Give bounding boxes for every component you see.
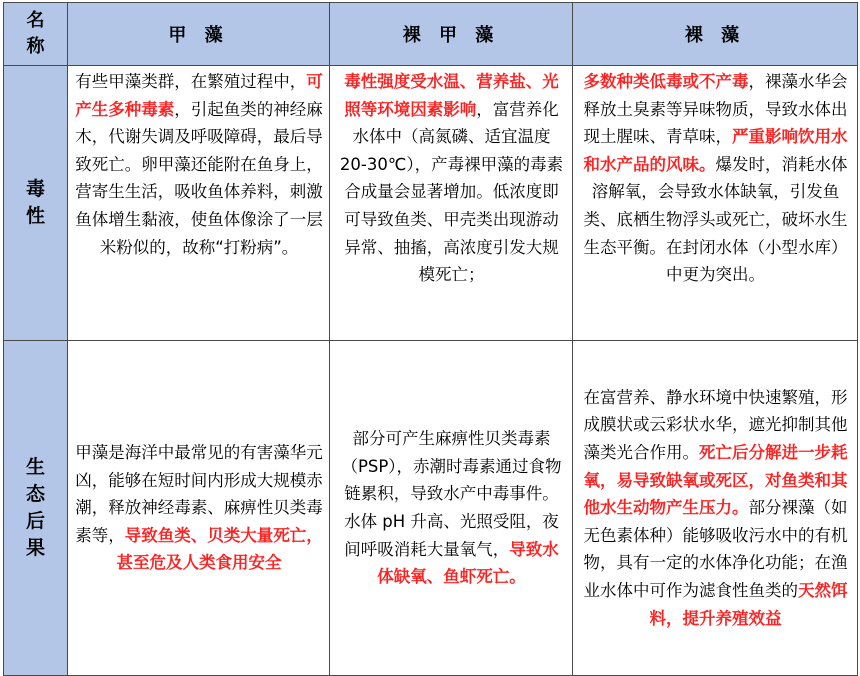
header-gymnodinium: 裸 甲 藻: [330, 3, 573, 66]
toxicity-euglena-cell: [573, 66, 858, 341]
body-text: 爆发时，消耗水体溶解氧，会导致水体缺氧，引发鱼类、底栖生物浮头或死亡，破坏水生生态平衡。在封闭水体（小型水库）中更为突出。: [583, 154, 848, 285]
body-text: 甲藻是海洋中最常见的有害藻华元凶，能够在短时间内形成大规模赤潮，释放神经毒素、麻痹性贝类毒素等，: [75, 443, 323, 545]
emphasis-text: 可产生多种毒素: [75, 72, 323, 119]
ecology-row: [4, 341, 858, 676]
ecology-euglena-cell: [573, 341, 858, 676]
header-name: 名称: [4, 3, 68, 66]
body-text: ，富营养化水体中（高氮磷、适宜温度 20-30℃），产毒裸甲藻的毒素合成量会显著增加。低浓度即可导致鱼类、甲壳类出现游动异常、抽搐，高浓度引发大规模死亡；: [339, 99, 564, 285]
body-text: 部分可产生麻痹性贝类毒素（PSP），赤潮时毒素通过食物链累积，导致水产中毒事件。水体 pH 升高、光照受阻，夜间呼吸消耗大量氧气，: [341, 429, 562, 559]
row-label-ecology: 生态后果: [4, 341, 68, 676]
emphasis-text: 天然饵料，提升养殖效益: [649, 580, 848, 628]
row-label-toxicity: 毒性: [4, 66, 68, 341]
header-dinoflagellate: 甲 藻: [68, 3, 330, 66]
emphasis-text: 严重影响饮用水和水产品的风味。: [583, 127, 848, 174]
body-text: ，引起鱼类的神经麻木，代谢失调及呼吸障碍，最后导致死亡。卵甲藻还能附在鱼身上，营寄生生活，吸收鱼体养料，刺激鱼体增生黏液，使鱼体像涂了一层米粉似的，故称“打粉病”。: [75, 99, 323, 257]
toxicity-dinoflagellate-cell: [68, 66, 330, 341]
emphasis-text: 毒性强度受水温、营养盐、光照等环境因素影响: [344, 72, 559, 119]
header-row: [4, 3, 858, 66]
emphasis-text: 多数种类低毒或不产毒: [583, 72, 749, 91]
emphasis-text: 导致水体缺氧、鱼虾死亡。: [377, 539, 559, 587]
comparison-table: [3, 2, 858, 676]
toxicity-row: [4, 66, 858, 341]
ecology-gymnodinium-cell: [330, 341, 573, 676]
emphasis-text: 导致鱼类、贝类大量死亡，甚至危及人类食用安全: [116, 525, 323, 573]
body-text: ，裸藻水华会释放土臭素等异味物质，导致水体出现土腥味、青草味，: [583, 72, 848, 147]
emphasis-text: 死亡后分解进一步耗氧，易导致缺氧或死区，对鱼类和其他水生动物产生压力。: [583, 443, 848, 518]
toxicity-gymnodinium-cell: [330, 66, 573, 341]
body-text: 有些甲藻类群，在繁殖过程中，: [75, 72, 307, 91]
header-euglena: 裸 藻: [573, 3, 858, 66]
body-text: 在富营养、静水环境中快速繁殖，形成膜状或云彩状水华，遮光抑制其他藻类光合作用。: [583, 387, 848, 463]
body-text: 部分裸藻（如无色素体种）能够吸收污水中的有机物，具有一定的水体净化功能；在渔业水体中可作为滤食性鱼类的: [583, 498, 848, 600]
ecology-dinoflagellate-cell: [68, 341, 330, 676]
